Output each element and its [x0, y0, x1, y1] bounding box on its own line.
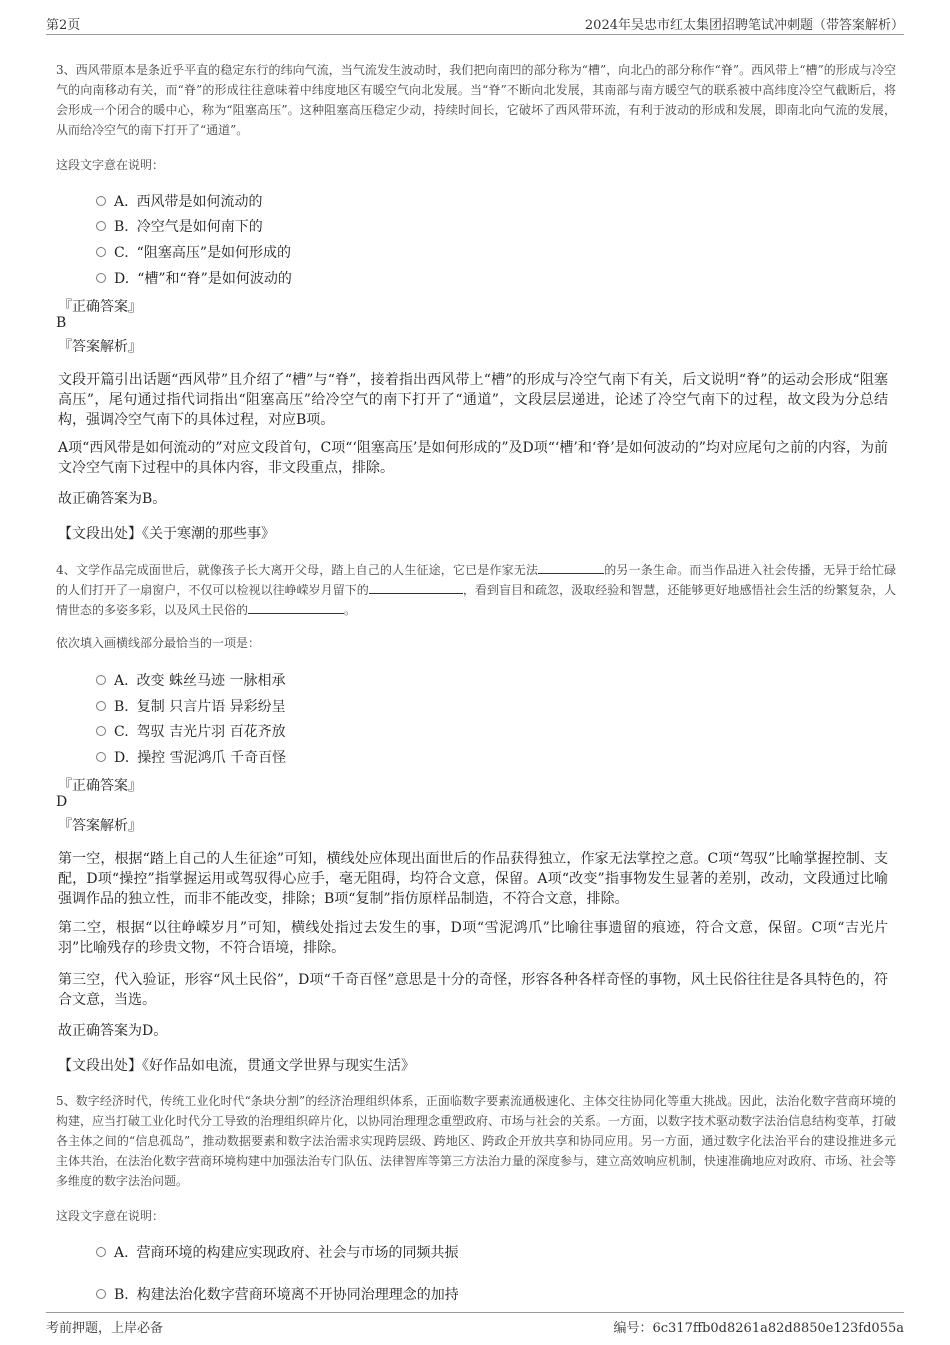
footer-slogan: 考前押题，上岸必备	[46, 1321, 164, 1336]
q4-analysis-p3: 第三空，代入验证，形容“风土民俗”，D项“千奇百怪”意思是十分的奇怪，形容各种各样奇怪的事物，风土民俗往往是各具特色的，符合文意，当选。	[58, 972, 888, 1008]
q4-option-d[interactable]: D. 操控 雪泥鸿爪 千奇百怪	[96, 747, 286, 767]
radio-icon[interactable]	[96, 196, 106, 206]
document-id: 编号：6c317ffb0d8261a82d8850e123fd055a	[613, 1321, 904, 1336]
radio-icon[interactable]	[96, 1289, 106, 1299]
q4-option-b[interactable]: B. 复制 只言片语 异彩纷呈	[96, 696, 286, 716]
page-footer	[46, 1312, 904, 1339]
q4-option-c[interactable]: C. 驾驭 吉光片羽 百花齐放	[96, 721, 286, 741]
q3-prompt: 这段文字意在说明：	[56, 158, 165, 172]
page-number: 第2页	[46, 18, 81, 33]
radio-icon[interactable]	[96, 273, 106, 283]
q4-answer: D	[56, 794, 68, 810]
q3-option-d[interactable]: D. “槽”和“脊”是如何波动的	[96, 268, 292, 288]
radio-icon[interactable]	[96, 726, 106, 736]
fill-blank-1[interactable]	[538, 561, 604, 574]
q3-analysis-p3: 故正确答案为B。	[58, 491, 167, 507]
q3-option-b[interactable]: B. 冷空气是如何南下的	[96, 216, 263, 236]
q4-prompt: 依次填入画横线部分最恰当的一项是：	[56, 636, 261, 650]
radio-icon[interactable]	[96, 752, 106, 762]
radio-icon[interactable]	[96, 675, 106, 685]
q3-source: 【文段出处】《关于寒潮的那些事》	[58, 526, 275, 542]
radio-icon[interactable]	[96, 247, 106, 257]
fill-blank-2[interactable]	[369, 581, 463, 594]
q5-prompt: 这段文字意在说明：	[56, 1209, 165, 1223]
q5-stem: 5、数字经济时代，传统工业化时代“条块分割”的经济治理组织体系，正面临数字要素流通极速化、主体交往协同化等重大挑战。因此，法治化数字营商环境的构建，应当打破工业化时代分工导致的治理组织碎片化，以协同治理理念重塑政府、市场与社会的关系。一方面，以数字技术驱动数字法治信息结构变革，打破各主体之间的“信息孤岛”，推动数据要素和数字法治需求实现跨层级、跨地区、跨政企开放共享和协同应用。另一方面，通过数字化法治平台的建设推进多元主体共治，在法治化数字营商环境构建中加强法治专门队伍、法律智库等第三方法治力量的深度参与，建立高效响应机制，快速准确地应对政府、市场、社会等多维度的数字法治问题。	[56, 1094, 897, 1188]
q4-analysis-p2: 第二空，根据“以往峥嵘岁月”可知，横线处指过去发生的事，D项“雪泥鸿爪”比喻往事遗留的痕迹，符合文意，保留。C项“吉光片羽”比喻残存的珍贵文物，不符合语境，排除。	[58, 920, 888, 956]
q4-analysis-p4: 故正确答案为D。	[58, 1023, 168, 1039]
q3-analysis-label: 『答案解析』	[58, 339, 142, 355]
q4-stem: 4、文学作品完成面世后，就像孩子长大离开父母，踏上自己的人生征途，它已是作家无法 的另一条生命。而当作品进入社会传播，无异于给忙碌的人们打开了一扇窗户，不仅可以检视以往峥嵘岁月留下的 ，看到盲目和疏忽，汲取经验和智慧，还能够更好地感悟社会生活的纷繁复杂，人情世态的多姿多彩，以及风土民俗的 。	[56, 563, 896, 617]
radio-icon[interactable]	[96, 701, 106, 711]
q5-option-b[interactable]: B. 构建法治化数字营商环境离不开协同治理理念的加持	[96, 1284, 459, 1304]
q4-source: 【文段出处】《好作品如电流，贯通文学世界与现实生活》	[58, 1058, 415, 1074]
q3-answer-label: 『正确答案』	[58, 299, 142, 315]
q3-analysis-p2: A项“西风带是如何流动的”对应文段首句，C项“‘阻塞高压’是如何形成的”及D项“‘槽’和‘脊’是如何波动的”均对应尾句之前的内容，为前文冷空气南下过程中的具体内容，非文段重点，排除。	[58, 440, 888, 476]
q3-analysis-p1: 文段开篇引出话题“西风带”且介绍了“槽”与“脊”，接着指出西风带上“槽”的形成与冷空气南下有关，后文说明“脊”的运动会形成“阻塞高压”，尾句通过指代词指出“阻塞高压”给冷空气的南下打开了“通道”，文段层层递进，论述了冷空气南下的过程，故文段为分总结构，强调冷空气南下的具体过程，对应B项。	[58, 372, 888, 428]
q4-analysis-label: 『答案解析』	[58, 818, 142, 834]
q3-option-c[interactable]: C. “阻塞高压”是如何形成的	[96, 242, 291, 262]
q4-answer-label: 『正确答案』	[58, 778, 142, 794]
q3-stem: 3、西风带原本是条近乎平直的稳定东行的纬向气流，当气流发生波动时，我们把向南凹的部分称为“槽”，向北凸的部分称作“脊”。西风带上“槽”的形成与冷空气的向南移动有关，而“脊”的形成往往意味着中纬度地区有暖空气向北发展。当“脊”不断向北发展，其南部与南方暖空气的联系被中高纬度冷空气截断后，将会形成一个闭合的暖中心，称为“阻塞高压”。这种阻塞高压稳定少动，持续时间长，它破坏了西风带环流，有利于波动的形成和发展，即南北向气流的发展，从而给冷空气的南下打开了“通道”。	[56, 63, 896, 137]
q5-option-a[interactable]: A. 营商环境的构建应实现政府、社会与市场的同频共振	[96, 1242, 459, 1262]
document-title: 2024年吴忠市红太集团招聘笔试冲刺题（带答案解析）	[584, 18, 904, 33]
radio-icon[interactable]	[96, 221, 106, 231]
page-header	[46, 14, 904, 35]
q3-answer: B	[56, 315, 67, 331]
q4-option-a[interactable]: A. 改变 蛛丝马迹 一脉相承	[96, 670, 285, 690]
q3-option-a[interactable]: A. 西风带是如何流动的	[96, 191, 263, 211]
radio-icon[interactable]	[96, 1247, 106, 1257]
q4-analysis-p1: 第一空，根据“踏上自己的人生征途”可知，横线处应体现出面世后的作品获得独立，作家无法掌控之意。C项“驾驭”比喻掌握控制、支配，D项“操控”指掌握运用或驾驭得心应手，毫无阻碍，均符合文意，保留。A项“改变”指事物发生显著的差别，改动，文段通过比喻强调作品的独立性，而非不能改变，排除；B项“复制”指仿原样品制造，不符合文意，排除。	[58, 851, 888, 907]
fill-blank-3[interactable]	[248, 601, 344, 614]
